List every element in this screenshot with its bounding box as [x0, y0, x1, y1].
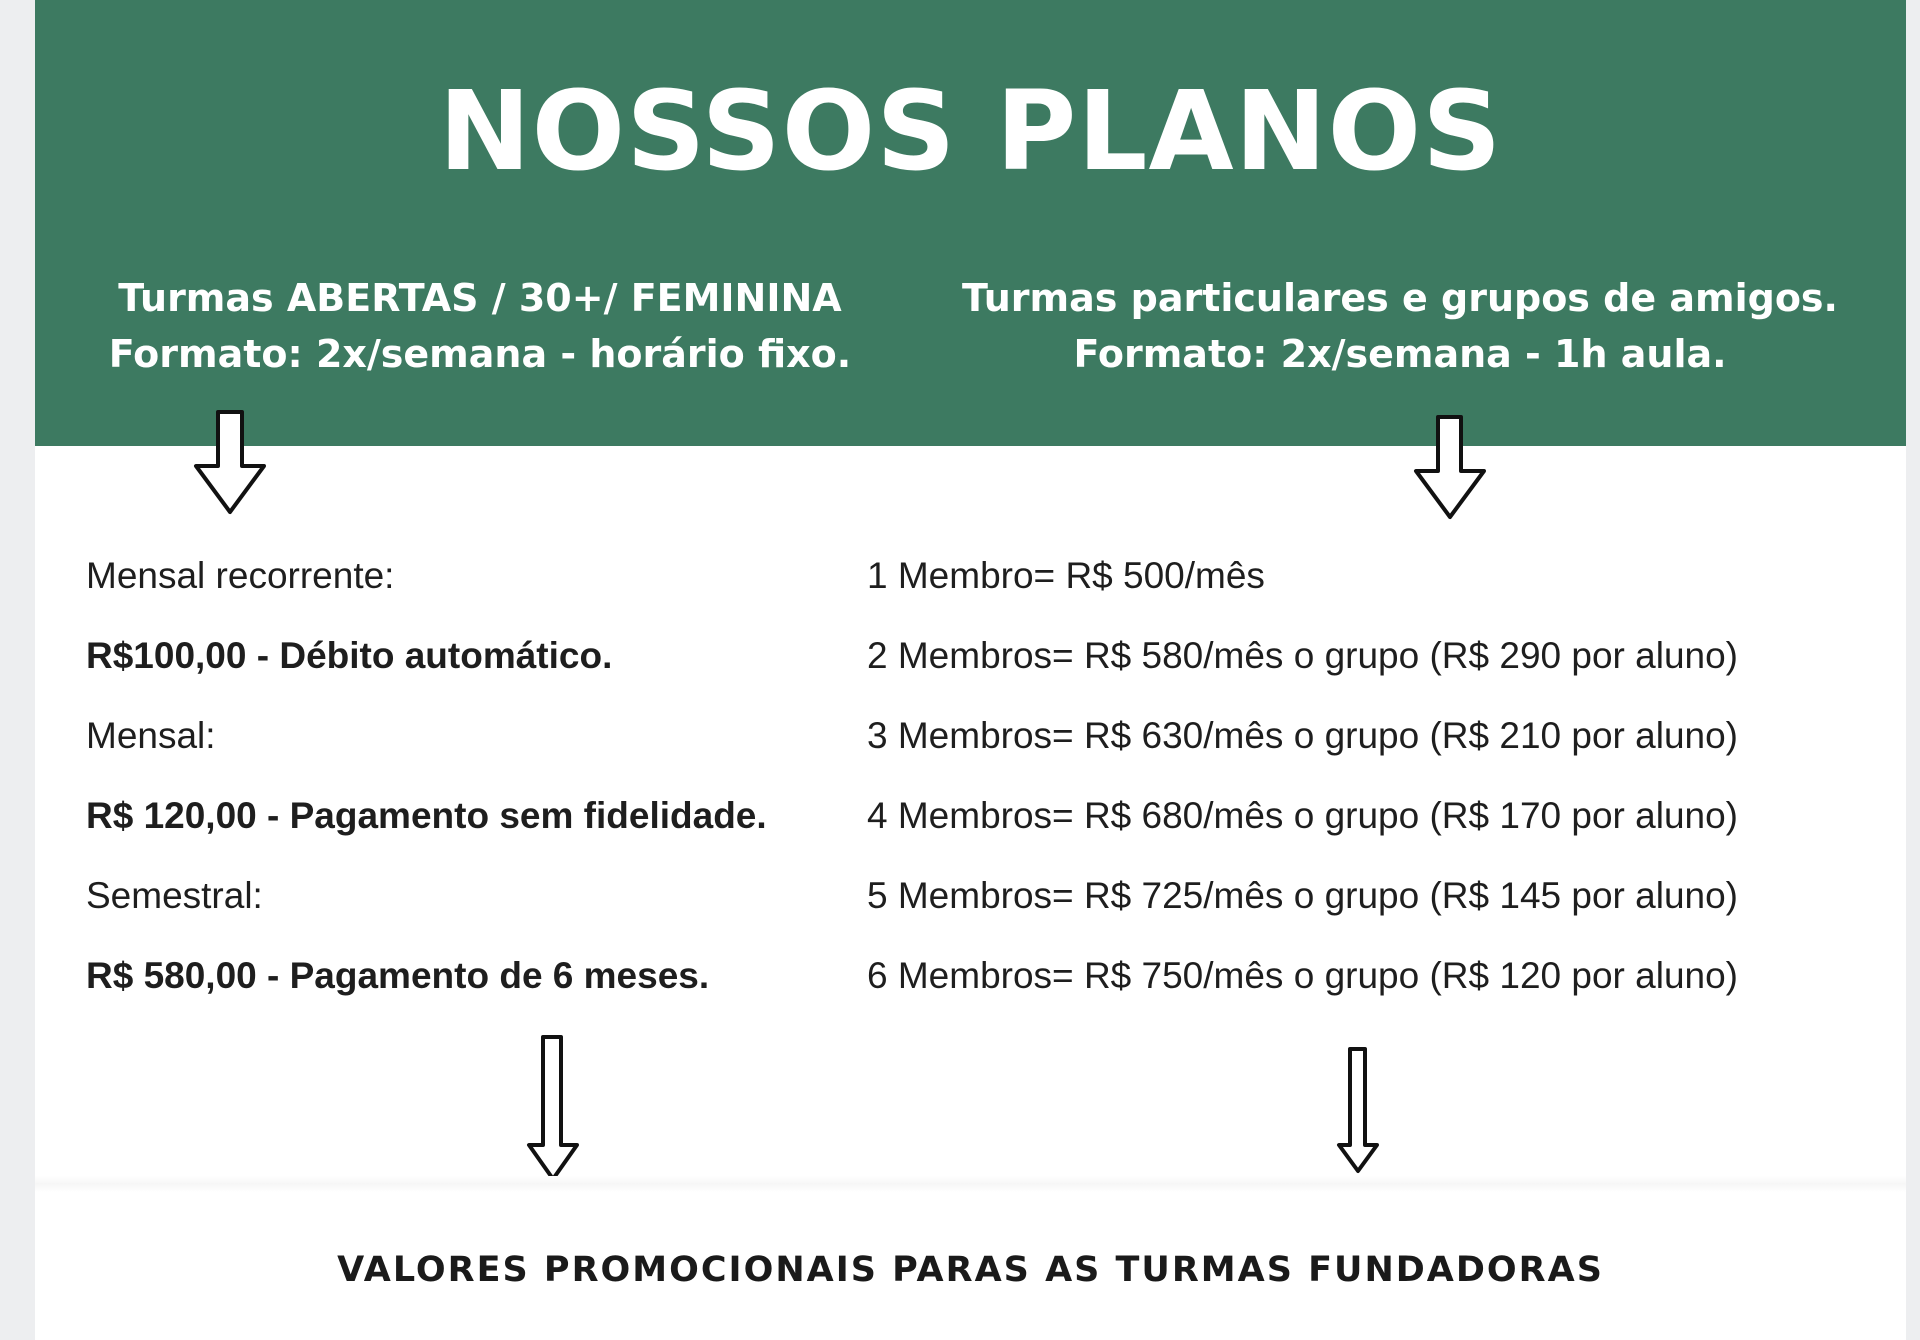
group-price-item: 6 Membros= R$ 750/mês o grupo (R$ 120 por aluno) — [867, 955, 1738, 996]
arrow-down-icon — [1333, 1045, 1383, 1175]
private-classes-heading — [935, 270, 1865, 382]
price-label: Mensal: — [86, 715, 216, 756]
arrow-down-icon — [1410, 413, 1490, 523]
private-classes-prices — [867, 545, 1738, 1025]
price-value: R$100,00 - Débito automático. — [86, 635, 613, 676]
group-price-item: 3 Membros= R$ 630/mês o grupo (R$ 210 por aluno) — [867, 715, 1738, 756]
private-classes-format: Formato: 2x/semana - 1h aula. — [1073, 332, 1727, 376]
price-label: Semestral: — [86, 875, 263, 916]
open-classes-heading — [60, 270, 900, 382]
open-classes-title: Turmas ABERTAS / 30+/ FEMININA — [118, 276, 842, 320]
private-classes-title: Turmas particulares e grupos de amigos. — [962, 276, 1838, 320]
arrow-down-icon — [190, 408, 270, 518]
group-price-item: 1 Membro= R$ 500/mês — [867, 555, 1265, 596]
price-value: R$ 120,00 - Pagamento sem fidelidade. — [86, 795, 767, 836]
group-price-item: 2 Membros= R$ 580/mês o grupo (R$ 290 por aluno) — [867, 635, 1738, 676]
promo-heading: VALORES PROMOCIONAIS PARAS AS TURMAS FUNDADORAS — [337, 1250, 1604, 1290]
group-price-item: 5 Membros= R$ 725/mês o grupo (R$ 145 por aluno) — [867, 875, 1738, 916]
section-divider — [35, 1176, 1906, 1192]
open-classes-prices — [86, 545, 767, 1025]
group-price-item: 4 Membros= R$ 680/mês o grupo (R$ 170 por aluno) — [867, 795, 1738, 836]
arrow-down-icon — [523, 1033, 583, 1183]
price-value: R$ 580,00 - Pagamento de 6 meses. — [86, 955, 710, 996]
open-classes-format: Formato: 2x/semana - horário fixo. — [108, 332, 852, 376]
page-title: NOSSOS PLANOS — [438, 67, 1503, 195]
price-label: Mensal recorrente: — [86, 555, 395, 596]
